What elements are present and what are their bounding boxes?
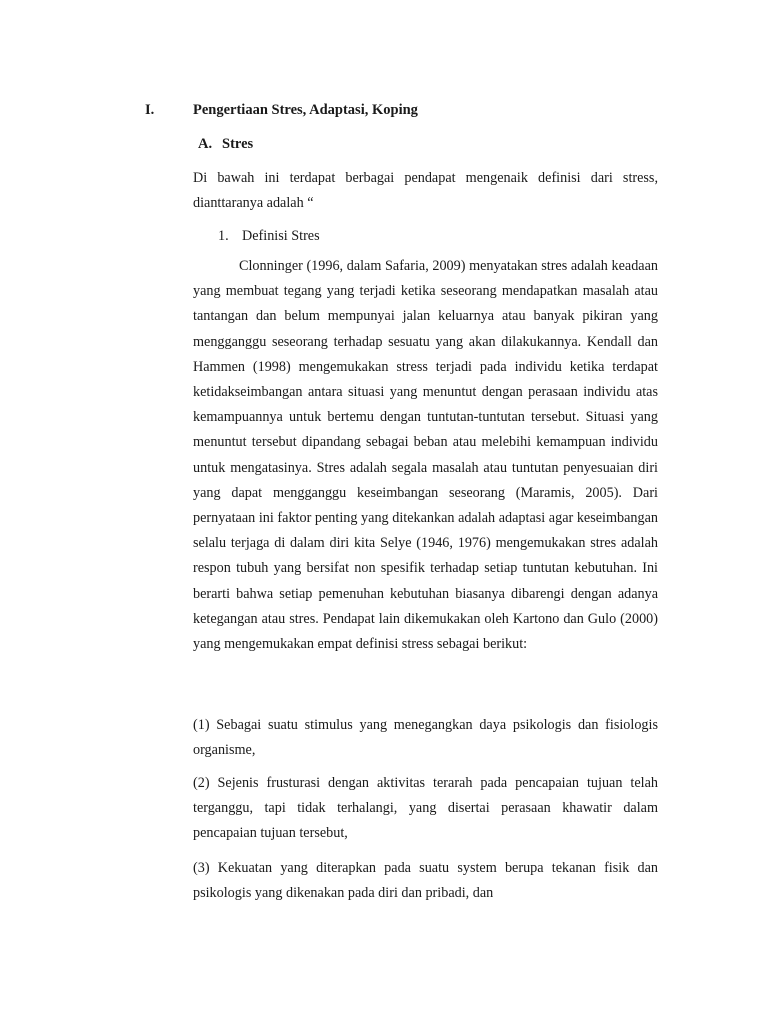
- section-title: Pengertiaan Stres, Adaptasi, Koping: [193, 102, 418, 118]
- numbered-heading-number: 1.: [218, 228, 229, 244]
- list-item: (1) Sebagai suatu stimulus yang menegangkan daya psikologis dan fisiologis organisme,: [193, 717, 658, 759]
- numbered-heading: [218, 224, 320, 249]
- numbered-heading-title: Definisi Stres: [242, 228, 320, 244]
- list-item: (3) Kekuatan yang diterapkan pada suatu system berupa tekanan fisik dan psikologis yang dikenakan pada diri dan pribadi, dan: [193, 860, 658, 902]
- section-number: I.: [145, 102, 155, 118]
- subsection-heading: [198, 136, 253, 153]
- body-paragraph: Clonninger (1996, dalam Safaria, 2009) menyatakan stres adalah keadaan yang membuat tegang yang terjadi ketika seseorang mendapatkan masalah atau tantangan dan belum mempunyai jalan keluarnya atau banyak pikiran yang mengganggu seseorang terhadap sesuatu yang akan dilakukannya. Kendall dan Hammen (1998) mengemukakan stress terjadi pada individu ketika terdapat ketidakseimbangan antara situasi yang menuntut dengan perasaan individu atas kemampuannya untuk bertemu dengan tuntutan-tuntutan tersebut. Situasi yang menuntut tersebut dipandang sebagai beban atau melebihi kemampuan individu untuk mengatasinya. Stres adalah segala masalah atau tuntutan penyesuaian diri yang dapat mengganggu keseimbangan seseorang (Maramis, 2005). Dari pernyataan ini faktor penting yang ditekankan adalah adaptasi agar keseimbangan selalu terjaga di dalam diri kita Selye (1946, 1976) mengemukakan stres adalah respon tubuh yang bersifat non spesifik terhadap setiap tuntutan kebutuhan. Ini berarti bahwa setiap pemenuhan kebutuhan biasanya dibarengi dengan adanya ketegangan atau stres. Pendapat lain dikemukakan oleh Kartono dan Gulo (2000) yang mengemukakan empat definisi stress sebagai berikut:: [193, 258, 658, 653]
- intro-paragraph: Di bawah ini terdapat berbagai pendapat mengenaik definisi dari stress, dianttaranya adalah “: [193, 170, 658, 212]
- section-heading: [145, 102, 418, 119]
- subsection-title: Stres: [222, 136, 254, 152]
- list-item: (2) Sejenis frusturasi dengan aktivitas terarah pada pencapaian tujuan telah terganggu, tapi tidak terhalangi, yang disertai perasaan khawatir dalam pencapaian tujuan tersebut,: [193, 775, 658, 842]
- subsection-letter: A.: [198, 136, 213, 152]
